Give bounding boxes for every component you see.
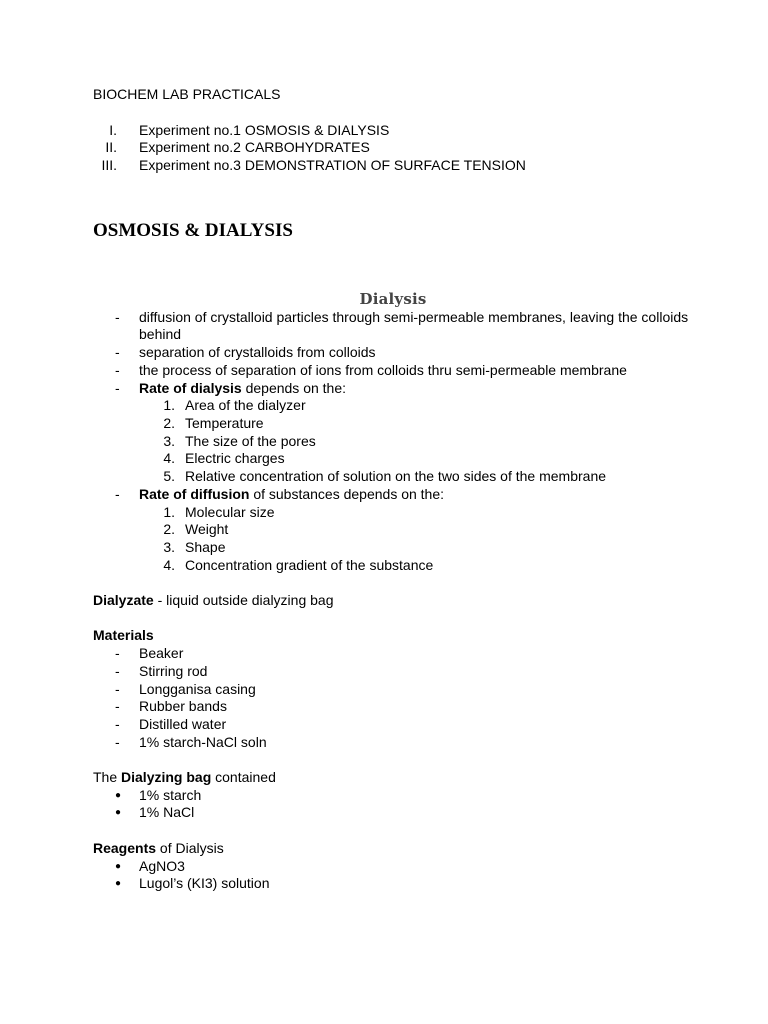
dialyzing-bag-heading: The Dialyzing bag contained xyxy=(93,769,276,785)
list-item-rate-diffusion xyxy=(93,486,693,504)
toc-text: Experiment no.2 CARBOHYDRATES xyxy=(139,139,370,156)
toc-item xyxy=(93,157,693,175)
toc-number: III. xyxy=(101,157,117,174)
toc-number: II. xyxy=(105,139,117,156)
list-item: - Distilled water xyxy=(93,716,693,734)
toc-text: Experiment no.1 OSMOSIS & DIALYSIS xyxy=(139,121,390,138)
numbered-item: 3. Shape xyxy=(163,538,226,555)
list-item: ● AgNO3 xyxy=(93,858,693,876)
toc-number: I. xyxy=(109,121,117,138)
rate-diffusion-list xyxy=(93,486,693,504)
list-item: - Stirring rod xyxy=(93,663,693,681)
numbered-item: 1. Molecular size xyxy=(163,503,275,520)
reagents-list xyxy=(93,858,693,893)
section-heading: OSMOSIS & DIALYSIS xyxy=(93,219,293,241)
toc-item xyxy=(93,139,693,157)
numbered-item: 4. Concentration gradient of the substance xyxy=(163,556,434,573)
list-item: - Beaker xyxy=(93,645,693,663)
bold-term: Dialyzing bag xyxy=(121,769,212,785)
reagents-heading: Reagents of Dialysis xyxy=(93,839,224,856)
list-item: - the process of separation of ions from colloids thru semi-permeable membrane xyxy=(93,362,693,380)
dialyzing-bag-list xyxy=(93,787,693,822)
list-item: ● 1% NaCl xyxy=(93,804,693,822)
list-item: - separation of crystalloids from colloids xyxy=(93,344,693,362)
list-item: ● 1% starch xyxy=(93,787,693,805)
numbered-item: 4. Electric charges xyxy=(163,450,285,467)
materials-list xyxy=(93,645,693,751)
subheading-dialysis: Dialysis xyxy=(359,289,427,308)
rate-diffusion-factors xyxy=(93,504,693,575)
bold-term: Reagents xyxy=(93,839,157,856)
numbered-item: 2. Weight xyxy=(163,521,229,538)
list-item: - Rubber bands xyxy=(93,698,693,716)
toc-text: Experiment no.3 DEMONSTRATION OF SURFACE TENSION xyxy=(139,157,526,174)
numbered-item: 3. The size of the pores xyxy=(163,432,316,449)
list-item-rate-dialysis xyxy=(93,380,693,398)
document-page xyxy=(93,86,693,893)
list-item: - Longganisa casing xyxy=(93,681,693,699)
term-rest: depends on the: xyxy=(241,379,347,396)
rate-dialysis-factors xyxy=(93,397,693,486)
bold-term: Rate of diffusion xyxy=(139,485,250,502)
list-item: - 1% starch-NaCl soln xyxy=(93,734,693,752)
numbered-item: 5. Relative concentration of solution on the two sides of the membrane xyxy=(163,468,607,485)
bold-term: Rate of dialysis xyxy=(139,379,242,396)
dialyzate-definition: Dialyzate - liquid outside dialyzing bag xyxy=(93,592,334,608)
table-of-contents xyxy=(93,122,693,175)
bold-term: Dialyzate xyxy=(93,592,154,608)
numbered-item: 1. Area of the dialyzer xyxy=(163,397,306,414)
toc-item xyxy=(93,122,693,140)
list-item: - diffusion of crystalloid particles through semi-permeable membranes, leaving the colloids behind xyxy=(93,309,693,344)
materials-label: Materials xyxy=(93,627,154,644)
numbered-item: 2. Temperature xyxy=(163,414,264,431)
dialysis-definition-list xyxy=(93,309,693,398)
list-item: ● Lugol’s (KI3) solution xyxy=(93,875,693,893)
document-title: BIOCHEM LAB PRACTICALS xyxy=(93,86,281,102)
term-rest: of substances depends on the: xyxy=(249,485,445,502)
